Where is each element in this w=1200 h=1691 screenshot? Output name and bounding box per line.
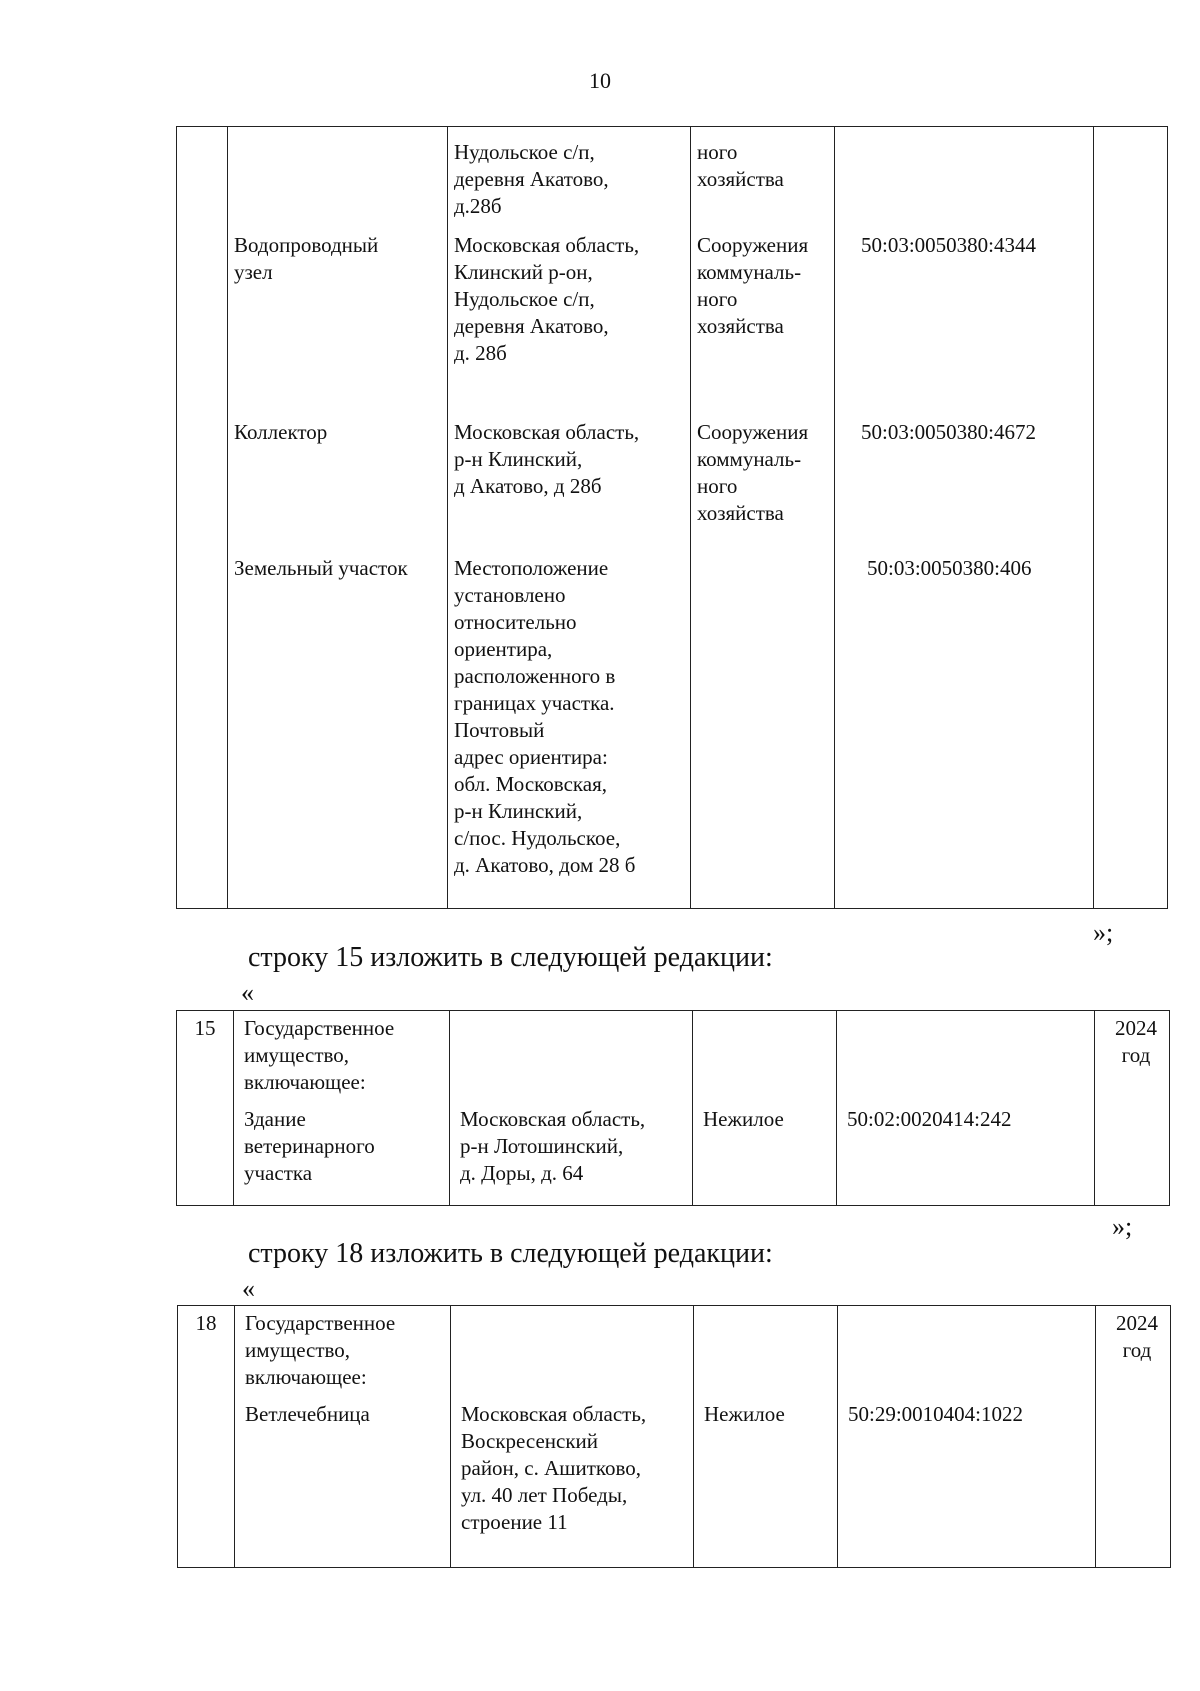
closing-quote: »; (1112, 1212, 1133, 1241)
address-cell (451, 1306, 694, 1401)
year-cell (1096, 1401, 1171, 1568)
opening-quote: « (241, 978, 254, 1007)
row-15-table (176, 1010, 1170, 1206)
table-row (178, 1401, 1171, 1568)
type-cell (693, 1011, 837, 1106)
name-cell: Ветлечебница (235, 1401, 451, 1568)
opening-quote: « (242, 1274, 255, 1303)
number-cell (178, 1401, 235, 1568)
closing-quote: »; (1093, 918, 1114, 947)
name-cell: Государственное имущество, включающее: (234, 1011, 450, 1106)
instruction-row-18: строку 18 изложить в следующей редакции: (248, 1238, 773, 1269)
cadastral-cell: 50:29:0010404:1022 (838, 1401, 1096, 1568)
cadastral-cell (835, 127, 1094, 232)
number-cell (177, 1106, 234, 1206)
name-cell: Земельный участок (228, 555, 448, 909)
number-cell (177, 232, 228, 419)
year-cell: 2024 год (1095, 1011, 1170, 1106)
table-row (178, 1306, 1171, 1401)
year-cell (1094, 419, 1168, 555)
number-cell (177, 419, 228, 555)
cadastral-cell: 50:02:0020414:242 (837, 1106, 1095, 1206)
table-row (177, 1106, 1170, 1206)
type-cell: Нежилое (694, 1401, 838, 1568)
year-cell (1094, 232, 1168, 419)
year-cell (1095, 1106, 1170, 1206)
address-cell: Московская область, р-н Лотошинский, д. Доры, д. 64 (450, 1106, 693, 1206)
year-cell (1094, 127, 1168, 232)
year-cell (1094, 555, 1168, 909)
cadastral-cell: 50:03:0050380:4344 (835, 232, 1094, 419)
address-cell: Московская область, р-н Клинский, д Акатово, д 28б (448, 419, 691, 555)
cadastral-cell (837, 1011, 1095, 1106)
page-number: 10 (589, 68, 611, 93)
type-cell (694, 1306, 838, 1401)
type-cell: Нежилое (693, 1106, 837, 1206)
year-cell: 2024 год (1096, 1306, 1171, 1401)
name-cell: Государственное имущество, включающее: (235, 1306, 451, 1401)
name-cell: Коллектор (228, 419, 448, 555)
table-row (177, 419, 1168, 555)
cadastral-cell: 50:03:0050380:406 (835, 555, 1094, 909)
cadastral-cell: 50:03:0050380:4672 (835, 419, 1094, 555)
address-cell: Московская область, Клинский р-он, Нудольское с/п, деревня Акатово, д. 28б (448, 232, 691, 419)
name-cell: Здание ветеринарного участка (234, 1106, 450, 1206)
type-cell: ного хозяйства (691, 127, 835, 232)
cadastral-cell (838, 1306, 1096, 1401)
number-cell (177, 127, 228, 232)
instruction-row-15: строку 15 изложить в следующей редакции: (248, 942, 773, 973)
number-cell (177, 555, 228, 909)
continuation-table (176, 126, 1168, 909)
type-cell (691, 555, 835, 909)
type-cell: Сооружения коммуналь- ного хозяйства (691, 419, 835, 555)
address-cell (450, 1011, 693, 1106)
address-cell: Московская область, Воскресенский район, с. Ашитково, ул. 40 лет Победы, строение 11 (451, 1401, 694, 1568)
table-row (177, 555, 1168, 909)
name-cell: Водопроводный узел (228, 232, 448, 419)
row-18-table (177, 1305, 1171, 1568)
address-cell: Местоположение установлено относительно ориентира, расположенного в границах участка. Почтовый адрес ориентира: обл. Московская, р-н Клинский, с/пос. Нудольское, д. Акатово, дом 28 б (448, 555, 691, 909)
address-cell: Нудольское с/п, деревня Акатово, д.28б (448, 127, 691, 232)
name-cell (228, 127, 448, 232)
number-cell: 18 (178, 1306, 235, 1401)
table-row (177, 1011, 1170, 1106)
table-row (177, 232, 1168, 419)
table-row (177, 127, 1168, 232)
type-cell: Сооружения коммуналь- ного хозяйства (691, 232, 835, 419)
number-cell: 15 (177, 1011, 234, 1106)
